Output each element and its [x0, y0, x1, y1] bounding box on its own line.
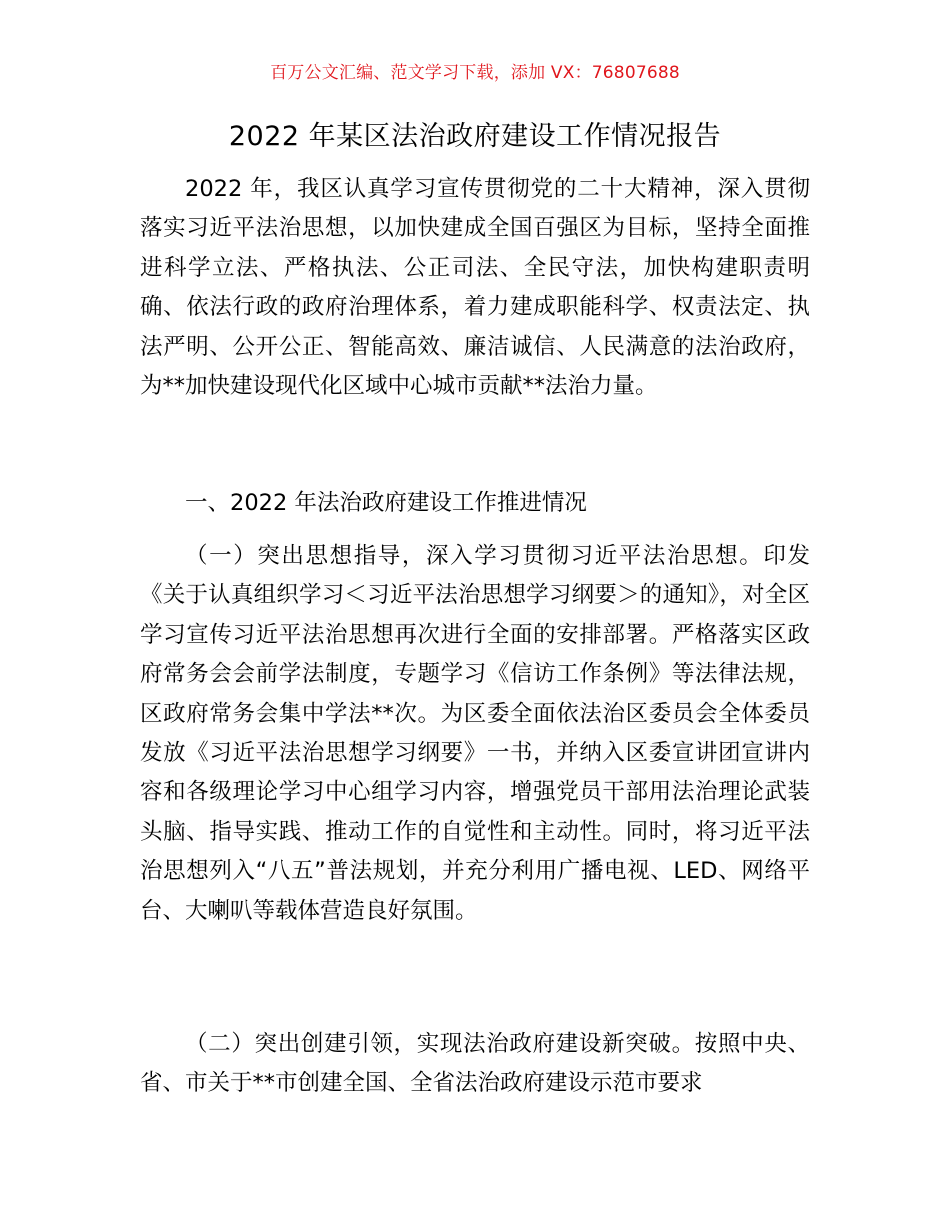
watermark-header: 百万公文汇编、范文学习下载，添加 VX：76807688	[270, 63, 680, 83]
subsection-paragraph-1: （一）突出思想指导，深入学习贯彻习近平法治思想。印发《关于认真组织学习＜习近平法治思想学习纲要＞的通知》，对全区学习宣传习近平法治思想再次进行全面的安排部署。严格落实区政府常务会会前学法制度，专题学习《信访工作条例》等法律法规，区政府常务会集中学法**次。为区委全面依法治区委员会全体委员发放《习近平法治思想学习纲要》一书，并纳入区委宣讲团宣讲内容和各级理论学习中心组学习内容，增强党员干部用法治理论武装头脑、指导实践、推动工作的自觉性和主动性。同时，将习近平法治思想列入“八五”普法规划，并充分利用广播电视、LED、网络平台、大喇叭等载体营造良好氛围。	[140, 543, 810, 924]
section-heading-1: 一、2022 年法治政府建设工作推进情况	[185, 490, 587, 516]
subsection-paragraph-2: （二）突出创建引领，实现法治政府建设新突破。按照中央、省、市关于**市创建全国、全省法治政府建设示范市要求	[140, 1031, 810, 1097]
document-title: 2022 年某区法治政府建设工作情况报告	[228, 121, 722, 152]
intro-paragraph: 2022 年，我区认真学习宣传贯彻党的二十大精神，深入贯彻落实习近平法治思想，以加快建成全国百强区为目标，坚持全面推进科学立法、严格执法、公正司法、全民守法，加快构建职责明确、依法行政的政府治理体系，着力建成职能科学、权责法定、执法严明、公开公正、智能高效、廉洁诚信、人民满意的法治政府，为**加快建设现代化区域中心城市贡献**法治力量。	[140, 176, 810, 400]
